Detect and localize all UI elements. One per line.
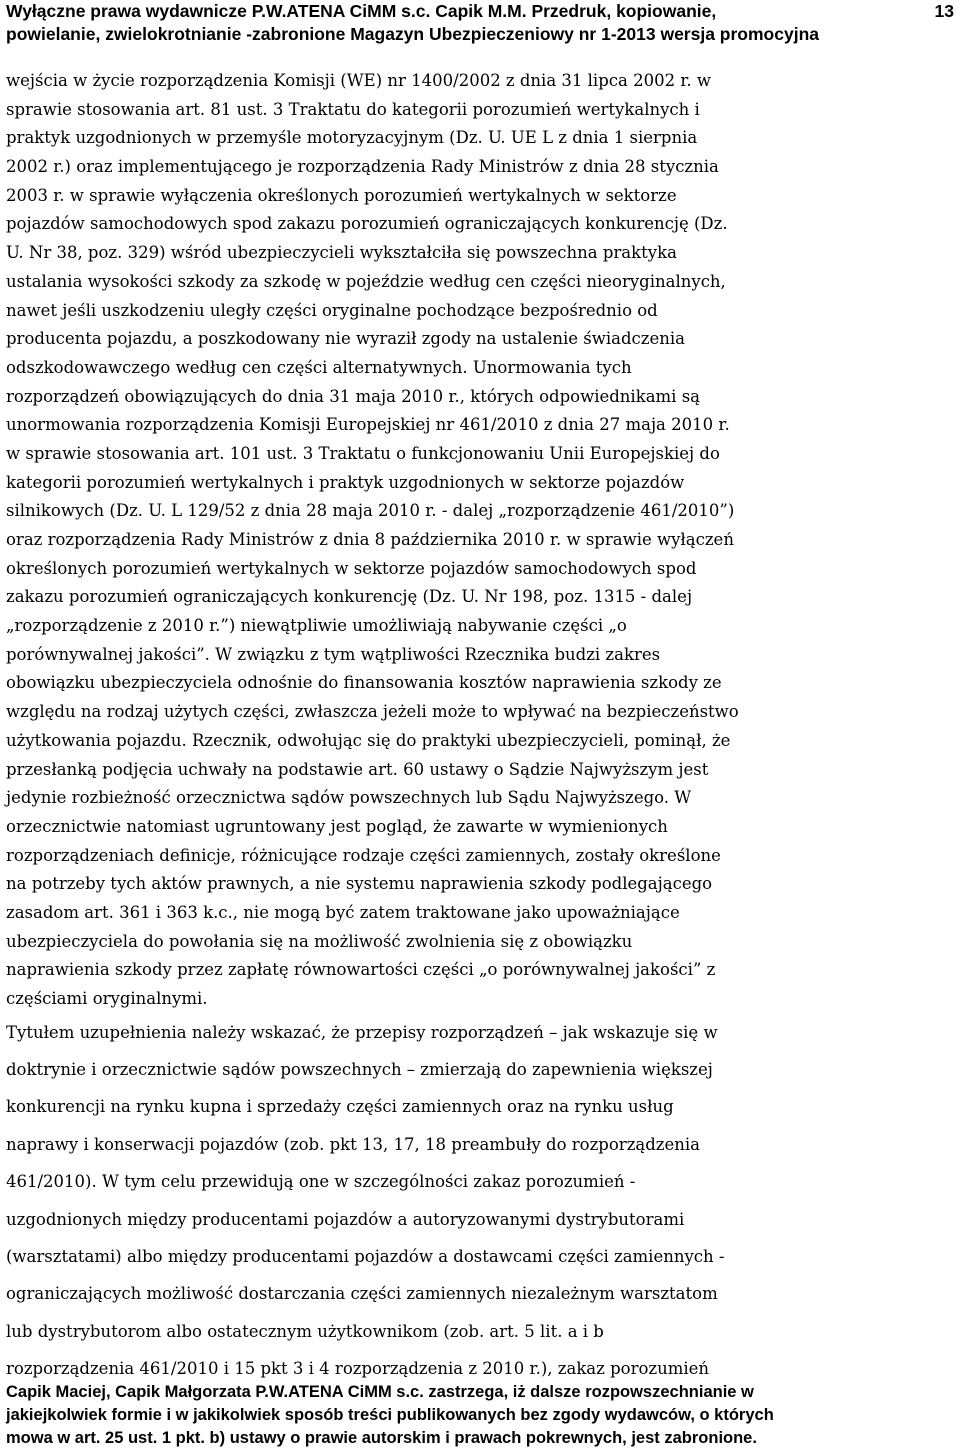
text-line: sprawie stosowania art. 81 ust. 3 Traktatu do kategorii porozumień wertykalnych i: [6, 99, 700, 119]
header-copyright-line-2: powielanie, zwielokrotnianie -zabronione Magazyn Ubezpieczeniowy nr 1-2013 wersja promocyjna: [6, 24, 819, 44]
text-line: rozporządzeniach definicje, różnicujące rodzaje części zamiennych, zostały określone: [6, 845, 721, 865]
text-line: uzgodnionych między producentami pojazdów a autoryzowanymi dystrybutorami: [6, 1209, 685, 1229]
text-line: „rozporządzenie z 2010 r.”) niewątpliwie umożliwiają nabywanie części „o: [6, 616, 627, 636]
page-header: [6, 0, 954, 46]
text-line: na potrzeby tych aktów prawnych, a nie systemu naprawienia szkody podlegającego: [6, 874, 713, 894]
text-line: konkurencji na rynku kupna i sprzedaży części zamiennych oraz na rynku usług: [6, 1097, 674, 1117]
text-line: praktyk uzgodnionych w przemyśle motoryzacyjnym (Dz. U. UE L z dnia 1 sierpnia: [6, 128, 698, 148]
text-line: określonych porozumień wertykalnych w sektorze pojazdów samochodowych spod: [6, 558, 697, 578]
text-line: unormowania rozporządzenia Komisji Europejskiej nr 461/2010 z dnia 27 maja 2010 r.: [6, 415, 730, 435]
text-line: zasadom art. 361 i 363 k.c., nie mogą być zatem traktowane jako upoważniające: [6, 902, 680, 922]
text-line: naprawienia szkody przez zapłatę równowartości części „o porównywalnej jakości” z: [6, 960, 716, 980]
text-line: U. Nr 38, poz. 329) wśród ubezpieczycieli wykształciła się powszechna praktyka: [6, 243, 677, 263]
text-line: przesłanką podjęcia uchwały na podstawie art. 60 ustawy o Sądzie Najwyższym jest: [6, 759, 709, 779]
text-line: naprawy i konserwacji pojazdów (zob. pkt 13, 17, 18 preambuły do rozporządzenia: [6, 1134, 700, 1154]
text-line: (warsztatami) albo między producentami pojazdów a dostawcami części zamiennych -: [6, 1247, 725, 1267]
text-line: częściami oryginalnymi.: [6, 989, 208, 1008]
text-line: użytkowania pojazdu. Rzecznik, odwołując się do praktyki ubezpieczycieli, pominął, że: [6, 730, 731, 750]
footer-copyright-line-3: mowa w art. 25 ust. 1 pkt. b) ustawy o prawie autorskim i prawach pokrewnych, jest zabronione.: [6, 1429, 757, 1447]
text-line: Tytułem uzupełnienia należy wskazać, że przepisy rozporządzeń – jak wskazuje się w: [6, 1022, 718, 1042]
page-footer: [6, 1381, 956, 1450]
text-line: oraz rozporządzenia Rady Ministrów z dnia 8 października 2010 r. w sprawie wyłączeń: [6, 530, 734, 549]
footer-copyright-line-2: jakiejkolwiek formie i w jakikolwiek sposób treści publikowanych bez zgody wydawców, o których: [6, 1406, 774, 1424]
text-line: pojazdów samochodowych spod zakazu porozumień ograniczających konkurencję (Dz.: [6, 214, 728, 234]
text-line: kategorii porozumień wertykalnych i praktyk uzgodnionych w sektorze pojazdów: [6, 472, 685, 492]
text-line: rozporządzenia 461/2010 i 15 pkt 3 i 4 rozporządzenia z 2010 r.), zakaz porozumień: [6, 1359, 710, 1379]
text-line: 2002 r.) oraz implementującego je rozporządzenia Rady Ministrów z dnia 28 stycznia: [6, 157, 719, 177]
text-line: 461/2010). W tym celu przewidują one w szczególności zakaz porozumień -: [6, 1172, 636, 1192]
footer-copyright-line-1: Capik Maciej, Capik Małgorzata P.W.ATENA CiMM s.c. zastrzega, iż dalsze rozpowszechnianie w: [6, 1383, 754, 1401]
text-line: w sprawie stosowania art. 101 ust. 3 Traktatu o funkcjonowaniu Unii Europejskiej do: [6, 443, 720, 463]
text-line: obowiązku ubezpieczyciela odnośnie do finansowania kosztów naprawienia szkody ze: [6, 673, 722, 693]
text-line: 2003 r. w sprawie wyłączenia określonych porozumień wertykalnych w sektorze: [6, 185, 677, 205]
text-line: ustalania wysokości szkody za szkodę w pojeździe według cen części nieoryginalnych,: [6, 271, 726, 291]
header-copyright-line-1: Wyłączne prawa wydawnicze P.W.ATENA CiMM s.c. Capik M.M. Przedruk, kopiowanie,: [6, 1, 717, 21]
text-line: zakazu porozumień ograniczających konkurencję (Dz. U. Nr 198, poz. 1315 - dalej: [6, 587, 693, 607]
text-line: lub dystrybutorom albo ostatecznym użytkownikom (zob. art. 5 lit. a i b: [6, 1321, 604, 1341]
text-line: ubezpieczyciela do powołania się na możliwość zwolnienia się z obowiązku: [6, 931, 633, 951]
text-line: doktrynie i orzecznictwie sądów powszechnych – zmierzają do zapewnienia większej: [6, 1060, 713, 1080]
document-body: [6, 67, 956, 1388]
text-line: jedynie rozbieżność orzecznictwa sądów powszechnych lub Sądu Najwyższego. W: [6, 788, 692, 808]
text-line: producenta pojazdu, a poszkodowany nie wyraził zgody na ustalenie świadczenia: [6, 329, 685, 349]
text-line: ograniczających możliwość dostarczania części zamiennych niezależnym warsztatom: [6, 1284, 718, 1304]
text-line: wejścia w życie rozporządzenia Komisji (WE) nr 1400/2002 z dnia 31 lipca 2002 r. w: [6, 71, 712, 90]
paragraph-1: [6, 67, 956, 1014]
page-number: 13: [934, 1, 954, 21]
text-line: rozporządzeń obowiązujących do dnia 31 maja 2010 r., których odpowiednikami są: [6, 386, 701, 406]
text-line: porównywalnej jakości”. W związku z tym wątpliwości Rzecznika budzi zakres: [6, 644, 661, 664]
paragraph-2: [6, 1014, 956, 1388]
text-line: odszkodowawczego według cen części alternatywnych. Unormowania tych: [6, 357, 632, 377]
text-line: nawet jeśli uszkodzeniu uległy części oryginalne pochodzące bezpośrednio od: [6, 300, 658, 320]
text-line: względu na rodzaj użytych części, zwłaszcza jeżeli może to wpływać na bezpieczeństwo: [6, 702, 739, 722]
text-line: orzecznictwie natomiast ugruntowany jest pogląd, że zawarte w wymienionych: [6, 816, 668, 836]
text-line: silnikowych (Dz. U. L 129/52 z dnia 28 maja 2010 r. - dalej „rozporządzenie 461/2010”): [6, 501, 735, 521]
